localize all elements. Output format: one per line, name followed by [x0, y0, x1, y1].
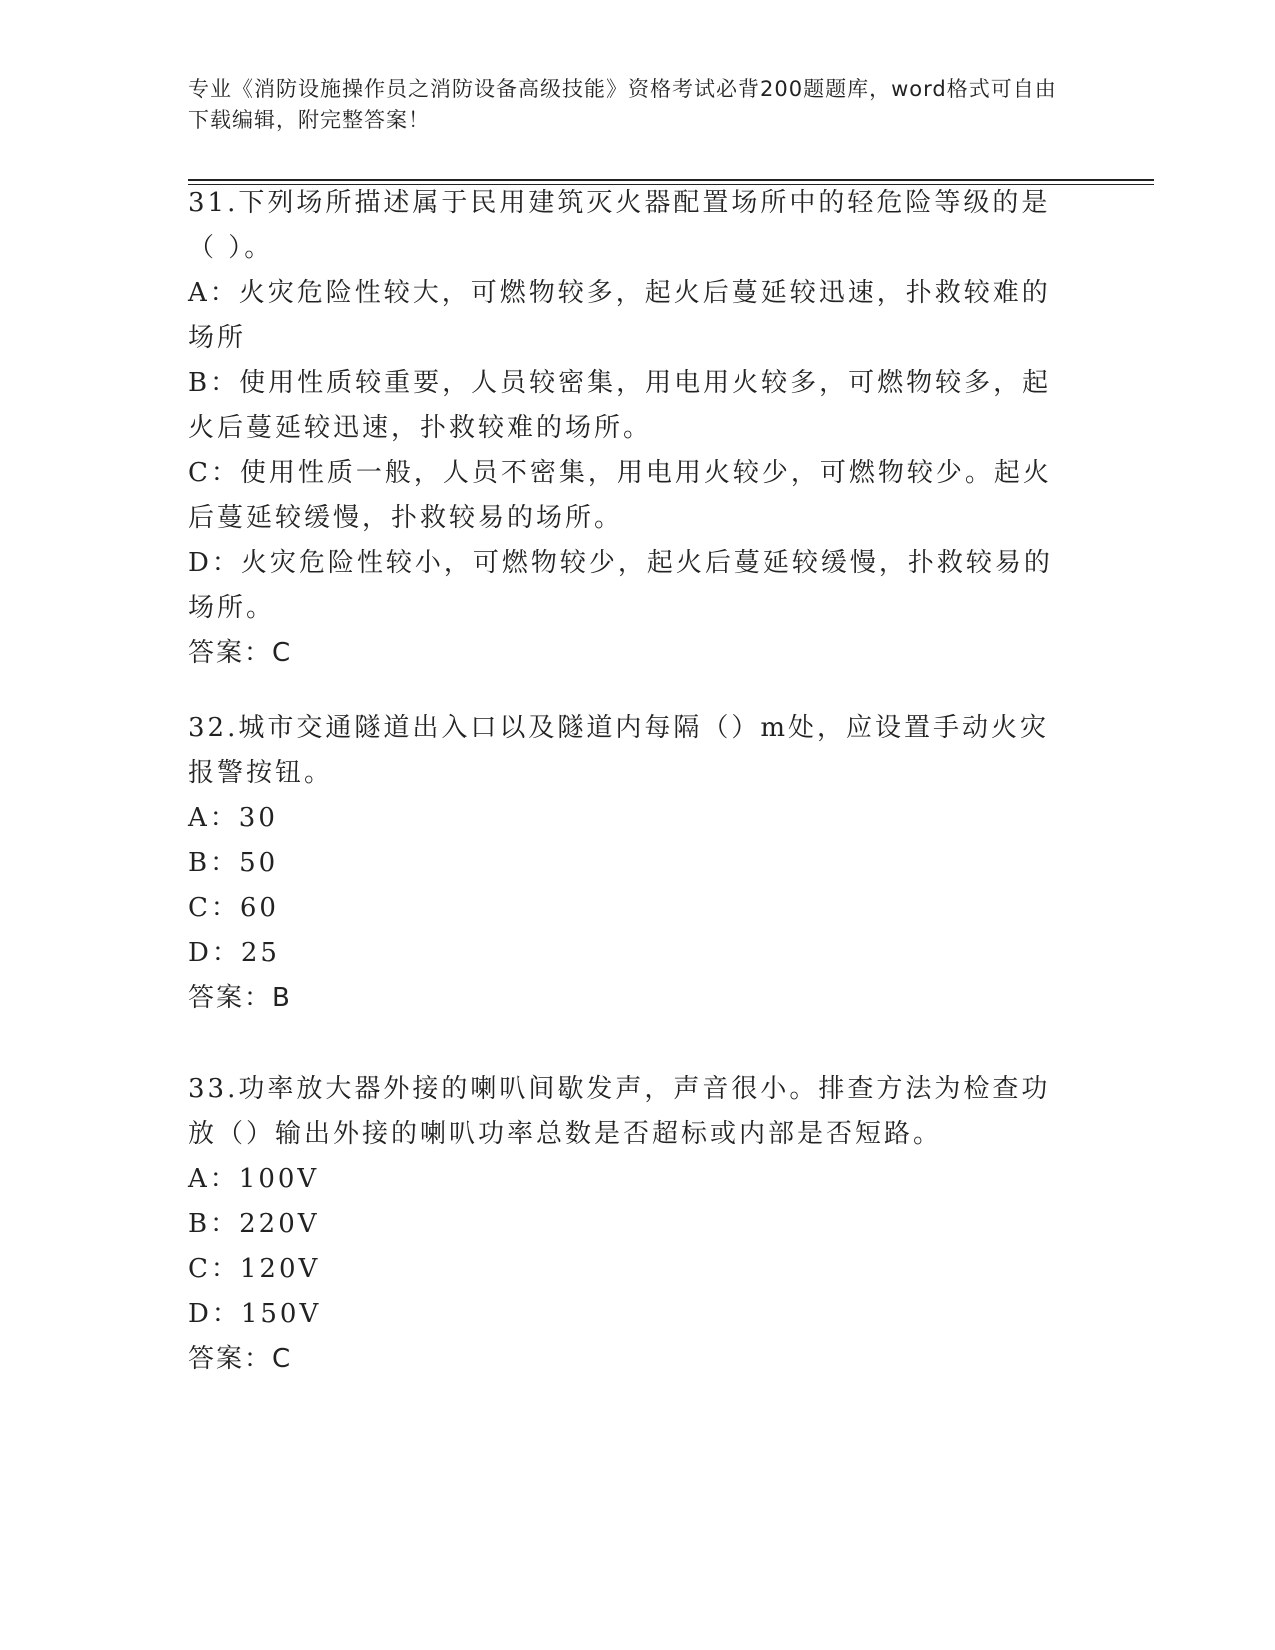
- answer-line: 答案：C: [188, 638, 293, 668]
- document-header: 专业《消防设施操作员之消防设备高级技能》资格考试必背200题题库，word格式可自由下载编辑，附完整答案！: [188, 77, 1057, 132]
- question-31: [188, 181, 1068, 676]
- option-b: B：使用性质较重要，人员较密集，用电用火较多，可燃物较多，起火后蔓延较迅速，扑救较难的场所。: [188, 368, 1052, 443]
- answer-line: 答案：C: [188, 1344, 293, 1374]
- option-c: C：使用性质一般，人员不密集，用电用火较少，可燃物较少。起火后蔓延较缓慢，扑救较易的场所。: [188, 458, 1052, 533]
- option-d: D：150V: [188, 1299, 322, 1329]
- option-c: C：120V: [188, 1254, 321, 1284]
- option-a: A：30: [188, 803, 278, 833]
- option-a: A：100V: [188, 1164, 320, 1194]
- answer-line: 答案：B: [188, 983, 292, 1013]
- question-stem: 33.功率放大器外接的喇叭间歇发声，声音很小。排查方法为检查功放（）输出外接的喇叭功率总数是否超标或内部是否短路。: [188, 1074, 1051, 1149]
- option-a: A：火灾危险性较大，可燃物较多，起火后蔓延较迅速，扑救较难的场所: [188, 278, 1051, 353]
- question-32: [188, 706, 1068, 1021]
- option-b: B：220V: [188, 1209, 320, 1239]
- option-d: D：25: [188, 938, 280, 968]
- option-c: C：60: [188, 893, 279, 923]
- option-d: D：火灾危险性较小，可燃物较少，起火后蔓延较缓慢，扑救较易的场所。: [188, 548, 1053, 623]
- option-b: B：50: [188, 848, 279, 878]
- question-stem: 31.下列场所描述属于民用建筑灭火器配置场所中的轻危险等级的是（ ）。: [188, 188, 1051, 263]
- question-stem: 32.城市交通隧道出入口以及隧道内每隔（）m处，应设置手动火灾报警按钮。: [188, 713, 1050, 788]
- question-33: [188, 1067, 1068, 1382]
